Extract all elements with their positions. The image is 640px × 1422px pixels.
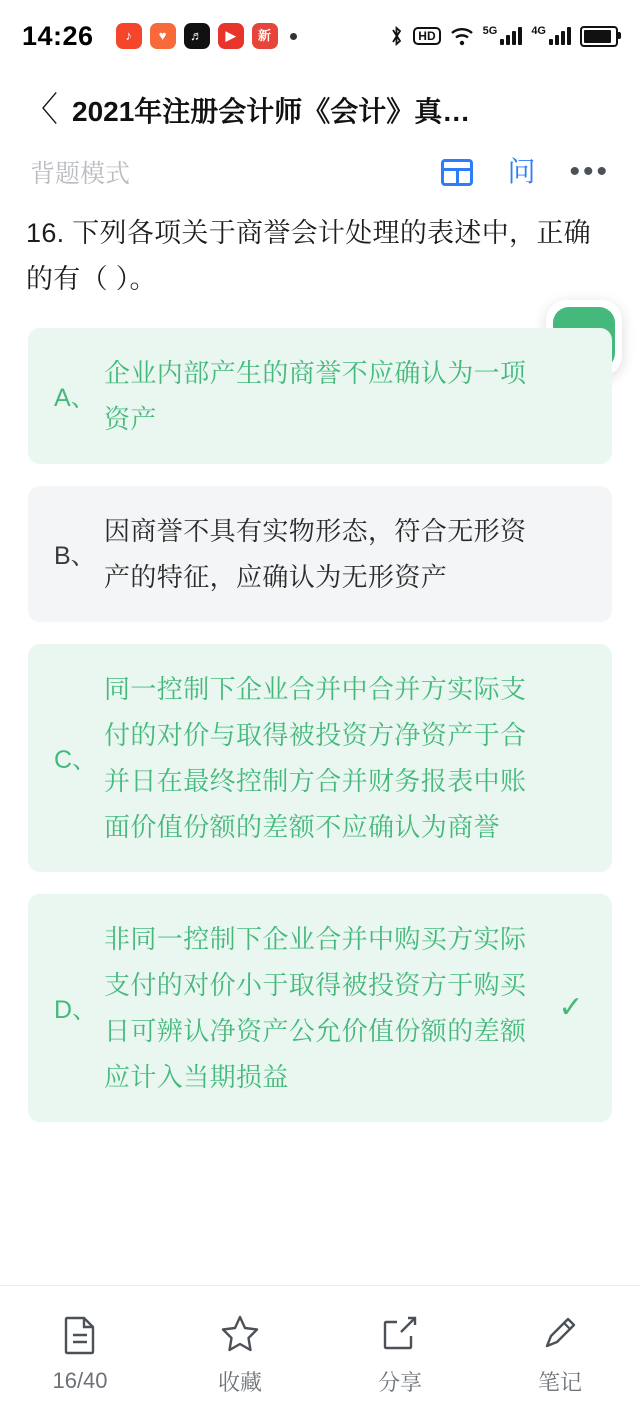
- option-d[interactable]: [28, 894, 612, 1122]
- notes-button[interactable]: [480, 1312, 640, 1397]
- option-text: 同一控制下企业合并中合并方实际支付的对价与取得被投资方净资产于合并日在最终控制方合并财务报表中账面价值份额的差额不应确认为商誉: [104, 674, 527, 842]
- option-letter: D、: [54, 996, 98, 1024]
- back-icon[interactable]: 〈: [24, 91, 58, 129]
- bluetooth-icon: [389, 25, 404, 47]
- option-text: 非同一控制下企业合并中购买方实际支付的对价小于取得被投资方于购买日可辨认净资产公允价值份额的差额应计入当期损益: [104, 924, 527, 1092]
- bottom-toolbar: [0, 1285, 640, 1422]
- option-letter: C、: [54, 746, 98, 774]
- share-button[interactable]: [320, 1312, 480, 1397]
- answer-card-icon[interactable]: [441, 159, 473, 186]
- check-icon: ✓: [558, 991, 584, 1024]
- status-bar: [0, 0, 640, 72]
- red-app-icon: ♥: [150, 23, 176, 49]
- notes-label: 笔记: [537, 1369, 582, 1395]
- status-bar-left: [22, 21, 389, 52]
- tiktok-app-icon: ♬: [184, 23, 210, 49]
- hd-icon: HD: [413, 27, 440, 45]
- pencil-icon: [541, 1312, 579, 1354]
- battery-icon: [580, 26, 618, 47]
- more-options-icon[interactable]: •••: [569, 155, 610, 188]
- dot-icon: [290, 33, 297, 40]
- favorite-button[interactable]: [160, 1312, 320, 1397]
- star-icon: [220, 1312, 260, 1354]
- option-a[interactable]: [28, 328, 612, 464]
- favorite-label: 收藏: [217, 1369, 262, 1395]
- option-text: 因商誉不具有实物形态，符合无形资产的特征，应确认为无形资产: [104, 516, 527, 592]
- video-app-icon: ▶: [218, 23, 244, 49]
- signal-4g-icon: 4G: [531, 27, 571, 45]
- option-text: 企业内部产生的商誉不应确认为一项资产: [104, 358, 527, 434]
- wifi-icon: [450, 27, 474, 46]
- options-list: [0, 302, 640, 1122]
- sub-toolbar: [0, 138, 640, 200]
- news-app-icon: 新: [252, 23, 278, 49]
- option-c[interactable]: [28, 644, 612, 872]
- progress-label: 16/40: [52, 1368, 108, 1393]
- signal-5g-icon: 5G: [483, 27, 523, 45]
- question-text: 16. 下列各项关于商誉会计处理的表述中，正确的有（ ）。: [26, 218, 591, 294]
- option-b[interactable]: [28, 486, 612, 622]
- title-bar: [0, 72, 640, 138]
- status-bar-right: [389, 25, 618, 47]
- music-app-icon: ♪: [116, 23, 142, 49]
- toolbar-icons: [441, 157, 610, 187]
- document-icon: [63, 1314, 97, 1356]
- share-icon: [381, 1312, 419, 1354]
- option-letter: A、: [54, 384, 96, 412]
- page-title: 2021年注册会计师《会计》真…: [72, 96, 471, 127]
- recite-mode-label[interactable]: 背题模式: [30, 160, 131, 188]
- progress-button[interactable]: [0, 1314, 160, 1394]
- status-time: 14:26: [22, 20, 94, 51]
- share-label: 分享: [377, 1369, 422, 1395]
- option-letter: B、: [54, 542, 96, 570]
- ask-icon[interactable]: 问: [507, 156, 536, 187]
